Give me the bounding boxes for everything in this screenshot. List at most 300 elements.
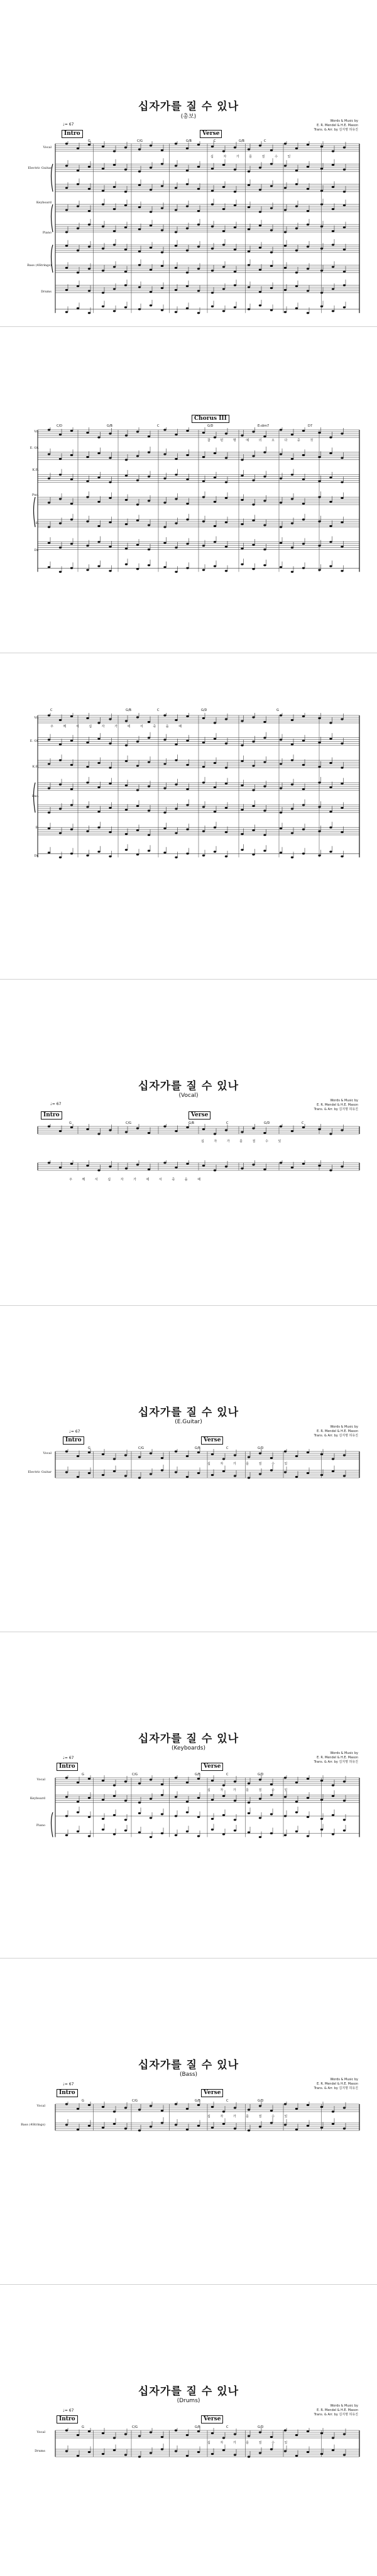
- note-head: [234, 146, 236, 148]
- note-head: [97, 501, 100, 503]
- note-head: [320, 203, 323, 205]
- note-head: [88, 1451, 90, 1453]
- note-head: [252, 716, 254, 718]
- note-head: [248, 148, 250, 150]
- score-system: [0, 1160, 377, 1185]
- note-head: [136, 716, 139, 718]
- note-head: [248, 1477, 250, 1478]
- note-head: [291, 474, 293, 476]
- note-head: [65, 267, 68, 269]
- note-head: [113, 266, 116, 268]
- note-head: [77, 183, 79, 185]
- chord-symbol: G/D: [258, 1773, 264, 1777]
- note-head: [307, 210, 309, 212]
- note-head: [248, 1456, 250, 1458]
- note-head: [65, 209, 68, 211]
- note-head: [70, 764, 73, 766]
- note-head: [263, 1168, 266, 1170]
- part-subtitle: (Keyboards): [171, 1745, 206, 1751]
- note-head: [109, 807, 111, 809]
- note-head: [163, 811, 166, 813]
- note-head: [150, 1452, 152, 1454]
- instrument-label: Keyboard: [36, 201, 52, 205]
- note-head: [136, 765, 139, 767]
- note-head: [341, 481, 343, 483]
- note-head: [222, 1458, 225, 1460]
- note-head: [280, 852, 282, 853]
- note-head: [295, 2129, 298, 2130]
- chord-symbol: C/G: [137, 139, 143, 143]
- note-head: [341, 1129, 343, 1131]
- note-head: [136, 1163, 139, 1165]
- song-title: 십자가를 질 수 있나: [138, 2385, 239, 2398]
- note-head: [175, 571, 177, 573]
- rehearsal-verse: Verse: [201, 1763, 223, 1771]
- note-head: [234, 1454, 236, 1456]
- note-head: [102, 270, 104, 272]
- chord-symbol: G: [88, 1446, 90, 1450]
- note-head: [332, 2449, 334, 2451]
- note-head: [291, 744, 293, 746]
- note-head: [161, 207, 163, 209]
- note-head: [263, 850, 266, 852]
- chord-symbol: C/G: [132, 2099, 138, 2103]
- note-head: [222, 208, 225, 210]
- note-head: [252, 568, 254, 570]
- note-head: [225, 767, 227, 769]
- chord-symbol: G: [69, 1121, 72, 1125]
- note-head: [295, 250, 298, 252]
- note-head: [186, 169, 188, 171]
- note-head: [175, 1777, 177, 1778]
- note-head: [214, 565, 216, 567]
- note-head: [125, 564, 128, 565]
- note-head: [125, 833, 128, 835]
- note-head: [263, 476, 266, 478]
- note-head: [241, 499, 243, 501]
- note-head: [163, 478, 166, 479]
- note-head: [109, 545, 111, 547]
- note-head: [124, 249, 127, 250]
- chord-symbol: G/B: [107, 424, 112, 428]
- note-head: [136, 543, 139, 545]
- note-head: [138, 1802, 141, 1804]
- note-head: [211, 2127, 214, 2129]
- note-head: [202, 456, 205, 458]
- note-head: [211, 248, 214, 250]
- note-head: [161, 1813, 163, 1815]
- note-head: [48, 526, 50, 528]
- note-head: [225, 1129, 227, 1131]
- note-head: [234, 1800, 236, 1802]
- note-head: [148, 500, 150, 502]
- note-head: [48, 1125, 50, 1127]
- note-head: [234, 1819, 236, 1820]
- note-head: [270, 149, 273, 151]
- note-head: [248, 250, 250, 252]
- note-head: [214, 1169, 216, 1171]
- note-head: [211, 146, 214, 147]
- note-head: [211, 2453, 214, 2455]
- note-head: [59, 759, 62, 761]
- note-head: [161, 185, 163, 187]
- note-head: [150, 1817, 152, 1819]
- note-head: [302, 1126, 305, 1128]
- note-head: [280, 502, 282, 504]
- note-head: [291, 719, 293, 721]
- note-head: [343, 2107, 346, 2108]
- note-head: [202, 830, 205, 832]
- note-head: [148, 850, 150, 852]
- note-head: [320, 190, 323, 191]
- note-head: [125, 474, 128, 476]
- note-head: [211, 190, 214, 191]
- note-head: [138, 1782, 141, 1784]
- note-head: [320, 146, 323, 147]
- note-head: [252, 1163, 254, 1165]
- note-head: [70, 740, 73, 742]
- note-head: [202, 496, 205, 498]
- score-system: [0, 427, 377, 591]
- note-head: [263, 761, 266, 763]
- lyric-line: 참 된 명 예 의 오 다 중 것: [207, 439, 318, 442]
- note-head: [211, 292, 214, 294]
- note-head: [186, 715, 188, 717]
- note-head: [302, 1163, 305, 1165]
- note-head: [65, 1815, 68, 1817]
- note-head: [197, 246, 200, 248]
- note-head: [214, 436, 216, 438]
- note-head: [65, 231, 68, 233]
- note-head: [70, 804, 73, 806]
- note-head: [175, 1471, 177, 1473]
- note-head: [125, 720, 128, 722]
- note-head: [259, 211, 261, 213]
- note-head: [329, 826, 332, 828]
- note-head: [280, 827, 282, 829]
- note-head: [70, 853, 73, 855]
- note-head: [86, 496, 89, 498]
- note-head: [197, 166, 200, 168]
- note-head: [318, 766, 320, 767]
- note-head: [263, 737, 266, 739]
- note-head: [163, 526, 166, 528]
- score-page-keyboards: [0, 1632, 377, 1958]
- note-head: [48, 852, 50, 853]
- note-head: [202, 1128, 205, 1130]
- tempo-marking: ♩= 67: [63, 2082, 74, 2087]
- note-head: [284, 267, 287, 269]
- note-head: [295, 1800, 298, 1802]
- note-head: [148, 548, 150, 550]
- note-head: [175, 311, 177, 313]
- note-head: [284, 1777, 287, 1778]
- note-head: [284, 2450, 287, 2452]
- note-head: [320, 270, 323, 272]
- note-head: [124, 227, 127, 228]
- note-head: [343, 1454, 346, 1456]
- note-head: [102, 1474, 104, 1476]
- note-head: [65, 289, 68, 291]
- note-head: [318, 569, 320, 571]
- note-head: [124, 1475, 127, 1477]
- note-head: [163, 714, 166, 716]
- credits: Words & Music by E. R. Mendel & H.E. Mason Trans. & Arr. by 김지명 허유진: [314, 1751, 358, 1764]
- note-head: [163, 827, 166, 829]
- note-head: [102, 1780, 104, 1782]
- note-head: [109, 718, 111, 720]
- note-head: [211, 2432, 214, 2434]
- note-head: [77, 1811, 79, 1813]
- note-head: [148, 436, 150, 437]
- note-head: [97, 1133, 100, 1135]
- note-head: [270, 1794, 273, 1796]
- note-head: [307, 290, 309, 292]
- note-head: [88, 144, 90, 146]
- note-head: [307, 312, 309, 314]
- rehearsal-intro: Intro: [62, 130, 83, 138]
- note-head: [197, 210, 200, 212]
- note-head: [225, 807, 227, 809]
- note-head: [97, 762, 100, 764]
- note-head: [48, 566, 50, 568]
- note-head: [197, 2451, 200, 2453]
- note-head: [113, 2437, 116, 2439]
- note-head: [248, 1802, 250, 1804]
- score-system: [0, 713, 377, 876]
- note-head: [77, 1830, 79, 1832]
- note-head: [241, 1167, 243, 1169]
- note-head: [113, 1784, 116, 1786]
- note-head: [241, 809, 243, 811]
- note-head: [252, 455, 254, 457]
- note-head: [263, 500, 266, 502]
- note-head: [343, 169, 346, 171]
- note-head: [307, 144, 309, 146]
- note-head: [329, 851, 332, 853]
- note-head: [222, 1814, 225, 1816]
- note-head: [341, 457, 343, 459]
- note-head: [280, 811, 282, 813]
- note-head: [332, 2123, 334, 2125]
- note-head: [280, 739, 282, 740]
- note-head: [234, 284, 236, 286]
- note-head: [59, 719, 62, 721]
- note-head: [70, 788, 73, 790]
- note-head: [295, 147, 298, 149]
- note-head: [59, 857, 62, 858]
- chord-symbol: C: [302, 1121, 304, 1125]
- note-head: [86, 717, 89, 719]
- note-head: [318, 782, 320, 784]
- note-head: [248, 171, 250, 173]
- note-head: [102, 292, 104, 294]
- note-head: [284, 209, 287, 211]
- note-head: [202, 520, 205, 522]
- note-head: [97, 452, 100, 454]
- note-head: [259, 225, 261, 227]
- note-head: [65, 142, 68, 144]
- note-head: [225, 831, 227, 833]
- note-head: [234, 227, 236, 228]
- note-head: [138, 228, 141, 230]
- note-head: [295, 2455, 298, 2457]
- note-head: [48, 739, 50, 740]
- note-head: [88, 1835, 90, 1837]
- note-head: [318, 520, 320, 522]
- chord-symbol: G/B: [186, 139, 192, 143]
- instrument-label: Pno.: [31, 794, 39, 798]
- note-head: [197, 1472, 200, 1474]
- note-head: [284, 245, 287, 247]
- note-head: [77, 307, 79, 309]
- note-head: [302, 430, 305, 432]
- note-head: [320, 292, 323, 294]
- note-head: [252, 805, 254, 807]
- note-head: [70, 543, 73, 545]
- note-head: [302, 478, 305, 480]
- note-head: [295, 2434, 298, 2436]
- note-head: [163, 763, 166, 765]
- note-head: [341, 521, 343, 523]
- note-head: [175, 245, 177, 247]
- note-head: [332, 310, 334, 312]
- note-head: [148, 721, 150, 723]
- note-head: [211, 168, 214, 169]
- note-head: [175, 267, 177, 269]
- note-head: [175, 498, 177, 500]
- note-head: [48, 811, 50, 813]
- note-head: [307, 2430, 309, 2432]
- note-head: [88, 166, 90, 168]
- note-head: [161, 229, 163, 231]
- note-head: [148, 524, 150, 526]
- note-head: [138, 1456, 141, 1458]
- note-head: [234, 1475, 236, 1477]
- note-head: [186, 147, 188, 149]
- note-head: [225, 742, 227, 744]
- note-head: [113, 230, 116, 232]
- note-head: [295, 1476, 298, 1478]
- note-head: [102, 1818, 104, 1820]
- note-head: [295, 1811, 298, 1813]
- note-head: [161, 1457, 163, 1459]
- note-head: [295, 1782, 298, 1783]
- note-head: [332, 1784, 334, 1786]
- note-head: [291, 498, 293, 500]
- note-head: [291, 434, 293, 436]
- note-head: [186, 828, 188, 830]
- note-head: [307, 1835, 309, 1837]
- note-head: [88, 312, 90, 314]
- chord-symbol: G: [82, 2099, 84, 2103]
- note-head: [291, 759, 293, 761]
- note-head: [259, 189, 261, 191]
- note-head: [65, 187, 68, 189]
- score-system: [0, 1775, 377, 1851]
- note-head: [263, 548, 266, 550]
- note-head: [77, 2434, 79, 2436]
- note-head: [136, 479, 139, 481]
- note-head: [86, 569, 89, 571]
- note-head: [307, 2451, 309, 2453]
- note-head: [284, 1815, 287, 1817]
- note-head: [307, 166, 309, 168]
- chord-symbol: G: [82, 2425, 84, 2429]
- note-head: [295, 183, 298, 185]
- note-head: [113, 1458, 116, 1460]
- note-head: [163, 566, 166, 568]
- note-head: [280, 714, 282, 716]
- instrument-label: Drums: [35, 2449, 45, 2453]
- note-head: [270, 309, 273, 311]
- note-head: [241, 760, 243, 762]
- note-head: [161, 149, 163, 151]
- note-head: [211, 1818, 214, 1820]
- note-head: [125, 459, 128, 461]
- note-head: [259, 1836, 261, 1838]
- note-head: [88, 246, 90, 248]
- note-head: [175, 1796, 177, 1798]
- note-head: [161, 2448, 163, 2450]
- note-head: [197, 1778, 200, 1780]
- note-head: [341, 831, 343, 833]
- chord-symbol: G: [276, 708, 279, 712]
- note-head: [211, 1780, 214, 1782]
- chord-symbol: G/B: [188, 1121, 194, 1125]
- note-head: [175, 458, 177, 460]
- note-head: [197, 312, 200, 314]
- note-head: [97, 476, 100, 478]
- note-head: [148, 1132, 150, 1134]
- note-head: [148, 786, 150, 788]
- note-head: [295, 307, 298, 309]
- note-head: [234, 2127, 236, 2129]
- note-head: [318, 456, 320, 458]
- note-head: [270, 229, 273, 231]
- note-head: [234, 306, 236, 308]
- note-head: [284, 289, 287, 291]
- note-head: [329, 811, 332, 813]
- note-head: [175, 1450, 177, 1452]
- note-head: [197, 268, 200, 270]
- note-head: [65, 245, 68, 247]
- note-head: [186, 804, 188, 806]
- note-head: [318, 545, 320, 547]
- note-head: [332, 150, 334, 152]
- note-head: [161, 1794, 163, 1796]
- chord-symbol: G/D: [258, 2425, 264, 2429]
- note-head: [302, 804, 305, 806]
- note-head: [197, 1835, 200, 1837]
- note-head: [97, 565, 100, 567]
- grand-staff-brace: [52, 205, 53, 232]
- note-head: [109, 1165, 111, 1167]
- chord-symbol: C: [226, 1121, 229, 1125]
- note-head: [161, 2110, 163, 2112]
- note-head: [225, 481, 227, 483]
- note-head: [150, 225, 152, 227]
- note-head: [175, 1815, 177, 1817]
- note-head: [284, 187, 287, 189]
- note-head: [48, 542, 50, 543]
- note-head: [113, 288, 116, 290]
- note-head: [97, 1169, 100, 1171]
- note-head: [284, 165, 287, 167]
- note-head: [150, 1836, 152, 1838]
- note-head: [222, 230, 225, 232]
- note-head: [284, 2429, 287, 2431]
